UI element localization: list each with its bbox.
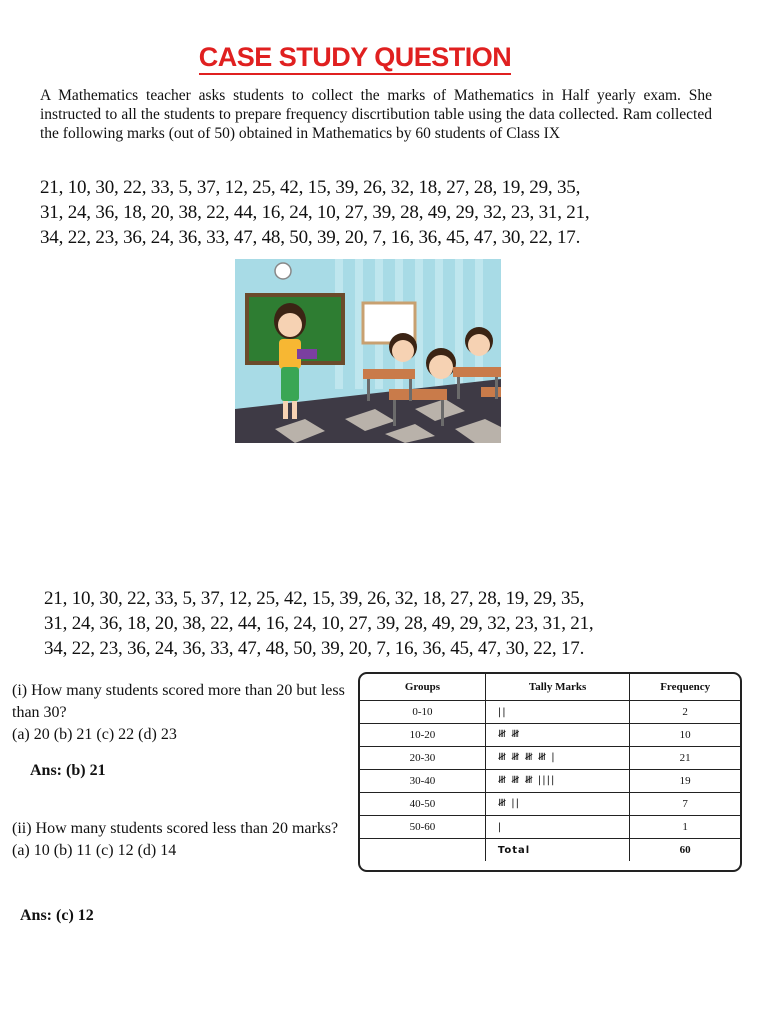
cell-tally: 𝍸 𝍸 𝍸 |||| (485, 770, 629, 793)
question-1 (12, 680, 352, 746)
frequency-table-grid (360, 674, 740, 861)
answer-2: Ans: (c) 12 (20, 907, 94, 924)
question-1-options: (a) 20 (b) 21 (c) 22 (d) 23 (12, 726, 177, 743)
marks-line: 31, 24, 36, 18, 20, 38, 22, 44, 16, 24, 10, 27, 39, 28, 49, 29, 32, 23, 31, 21, (40, 202, 590, 223)
marks-line: 31, 24, 36, 18, 20, 38, 22, 44, 16, 24, 10, 27, 39, 28, 49, 29, 32, 23, 31, 21, (44, 613, 594, 634)
question-2-text: (ii) How many students scored less than 20 marks? (12, 820, 339, 837)
cell-group: 40-50 (360, 793, 485, 816)
table-row (360, 747, 740, 770)
table-row (360, 724, 740, 747)
marks-data-top (40, 175, 720, 250)
cell-frequency: 1 (630, 816, 740, 839)
cell-frequency: 2 (630, 701, 740, 724)
header-frequency: Frequency (630, 674, 740, 701)
cell-empty (360, 839, 485, 862)
cell-frequency: 21 (630, 747, 740, 770)
marks-line: 21, 10, 30, 22, 33, 5, 37, 12, 25, 42, 15, 39, 26, 32, 18, 27, 28, 19, 29, 35, (44, 588, 585, 609)
cell-tally: 𝍸 𝍸 (485, 724, 629, 747)
question-2-options: (a) 10 (b) 11 (c) 12 (d) 14 (12, 842, 177, 859)
cell-tally: || (485, 701, 629, 724)
marks-line: 21, 10, 30, 22, 33, 5, 37, 12, 25, 42, 15, 39, 26, 32, 18, 27, 28, 19, 29, 35, (40, 177, 581, 198)
table-total-row (360, 839, 740, 862)
intro-paragraph: A Mathematics teacher asks students to collect the marks of Mathematics in Half yearly exam. She instructed to all the students to prepare frequency discrtibution table using the data collected. Ram collected the following marks (out of 50) obtained in Mathematics by 60 students of Class IX (40, 87, 712, 142)
frequency-table (358, 672, 742, 872)
question-1-text: (i) How many students scored more than 20 but less than 30? (12, 682, 345, 721)
cell-tally: 𝍸 || (485, 793, 629, 816)
cell-group: 20-30 (360, 747, 485, 770)
cell-tally: 𝍸 𝍸 𝍸 𝍸 | (485, 747, 629, 770)
cell-group: 30-40 (360, 770, 485, 793)
cell-group: 50-60 (360, 816, 485, 839)
cell-frequency: 7 (630, 793, 740, 816)
table-header-row (360, 674, 740, 701)
marks-line: 34, 22, 23, 36, 24, 36, 33, 47, 48, 50, 39, 20, 7, 16, 36, 45, 47, 30, 22, 17. (40, 227, 581, 248)
cell-frequency: 10 (630, 724, 740, 747)
header-groups: Groups (360, 674, 485, 701)
cell-group: 10-20 (360, 724, 485, 747)
cell-group: 0-10 (360, 701, 485, 724)
answer-1: Ans: (b) 21 (30, 762, 106, 779)
table-row (360, 793, 740, 816)
cell-frequency: 19 (630, 770, 740, 793)
table-row (360, 701, 740, 724)
header-tally: Tally Marks (485, 674, 629, 701)
classroom-illustration (235, 259, 501, 443)
page-title: CASE STUDY QUESTION (0, 42, 710, 73)
cell-tally: | (485, 816, 629, 839)
marks-data-bottom (44, 586, 724, 661)
question-2 (12, 818, 357, 862)
total-value: 60 (630, 839, 740, 862)
total-label: Total (485, 839, 629, 862)
table-row (360, 816, 740, 839)
table-row (360, 770, 740, 793)
marks-line: 34, 22, 23, 36, 24, 36, 33, 47, 48, 50, 39, 20, 7, 16, 36, 45, 47, 30, 22, 17. (44, 638, 585, 659)
